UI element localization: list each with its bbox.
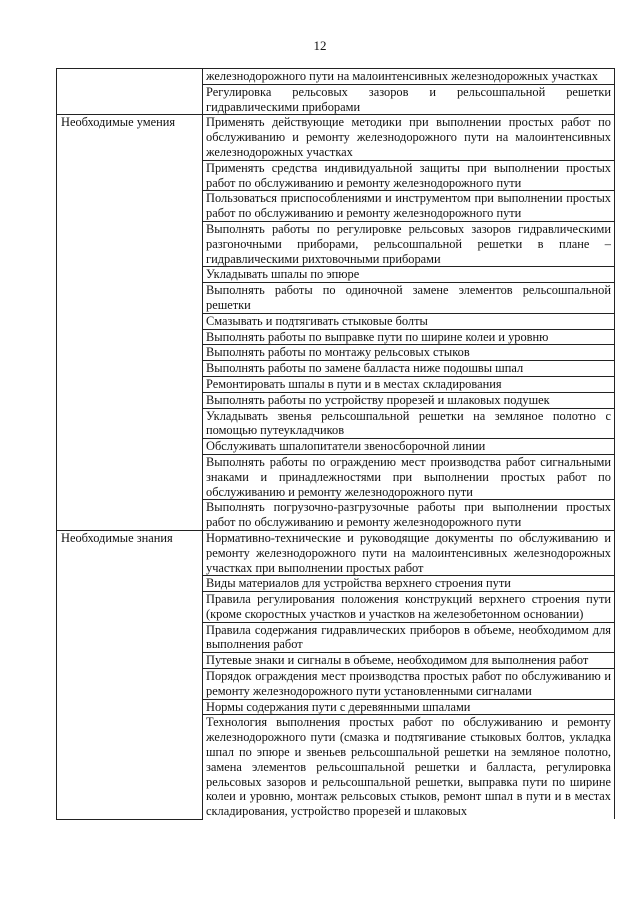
row-description-cell: Выполнять погрузочно-разгрузочные работы при выполнении простых работ по обслуживанию и ремонту железнодорожного пути [203,500,615,531]
row-description-cell: железнодорожного пути на малоинтенсивных железнодорожных участках [203,69,615,85]
row-description-cell: Выполнять работы по устройству прорезей и шлаковых подушек [203,392,615,408]
row-description-cell: Обслуживать шпалопитатели звеносборочной линии [203,439,615,455]
table-row [57,69,615,85]
row-description-cell: Порядок ограждения мест производства простых работ по обслуживанию и ремонту железнодорожного пути установленными сигналами [203,669,615,700]
row-description-cell: Ремонтировать шпалы в пути и в местах складирования [203,376,615,392]
requirements-table [56,68,615,820]
row-description-cell: Регулировка рельсовых зазоров и рельсошпальной решетки гидравлическими приборами [203,84,615,115]
row-description-cell: Смазывать и подтягивать стыковые болты [203,313,615,329]
row-label-cell: Необходимые умения [57,115,203,531]
row-description-cell: Правила регулирования положения конструкций верхнего строения пути (кроме скоростных участков и участков на железобетонном основании) [203,592,615,623]
row-description-cell: Пользоваться приспособлениями и инструментом при выполнении простых работ по обслуживанию и ремонту железнодорожного пути [203,191,615,222]
row-description-cell: Применять средства индивидуальной защиты при выполнении простых работ по обслуживанию и ремонту железнодорожного пути [203,160,615,191]
row-description-cell: Выполнять работы по регулировке рельсовых зазоров гидравлическими разгоночными приборами, рельсошпальной решетки в плане – гидравлическими рихтовочными приборами [203,221,615,266]
row-description-cell: Выполнять работы по одиночной замене элементов рельсошпальной решетки [203,283,615,314]
row-description-cell: Технология выполнения простых работ по обслуживанию и ремонту железнодорожного пути (смазка и подтягивание стыковых болтов, укладка шпал по эпюре и звеньев рельсошпальной решетки на земляное полотно, замена элементов рельсошпальной решетки и балласта, регулировка рельсовых зазоров и рельсошпальной решетки, выправка пути по ширине колеи и уровню, монтаж рельсовых стыков, ремонт шпал в пути и в местах складирования, устройство прорезей и шлаковых [203,715,615,819]
row-description-cell: Выполнять работы по замене балласта ниже подошвы шпал [203,361,615,377]
table-row [57,530,615,575]
page-number: 12 [313,38,327,53]
page-bottom-margin [0,840,640,905]
row-description-cell: Укладывать звенья рельсошпальной решетки на земляное полотно с помощью путеукладчиков [203,408,615,439]
row-label-cell: Необходимые знания [57,530,203,819]
table-row [57,115,615,160]
row-description-cell: Правила содержания гидравлических приборов в объеме, необходимом для выполнения работ [203,622,615,653]
row-description-cell: Нормы содержания пути с деревянными шпалами [203,699,615,715]
row-description-cell: Путевые знаки и сигналы в объеме, необходимом для выполнения работ [203,653,615,669]
row-description-cell: Выполнять работы по монтажу рельсовых стыков [203,345,615,361]
row-description-cell: Применять действующие методики при выполнении простых работ по обслуживанию и ремонту железнодорожного пути на малоинтенсивных железнодорожных участках [203,115,615,160]
row-description-cell: Выполнять работы по ограждению мест производства работ сигнальными знаками и принадлежностями при выполнении простых работ по обслуживанию и ремонту железнодорожного пути [203,454,615,499]
row-description-cell: Виды материалов для устройства верхнего строения пути [203,576,615,592]
row-description-cell: Выполнять работы по выправке пути по ширине колеи и уровню [203,329,615,345]
row-description-cell: Укладывать шпалы по эпюре [203,267,615,283]
row-description-cell: Нормативно-технические и руководящие документы по обслуживанию и ремонту железнодорожного пути на малоинтенсивных железнодорожных участках при выполнении простых работ [203,530,615,575]
row-label-cell [57,69,203,115]
